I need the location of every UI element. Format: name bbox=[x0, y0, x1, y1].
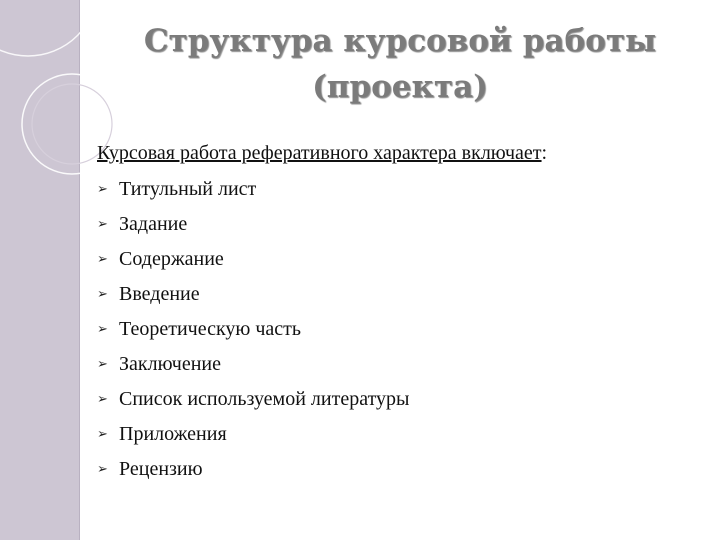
arrow-right-icon: ➢ bbox=[97, 322, 108, 337]
intro-line bbox=[97, 138, 697, 168]
arrow-right-icon: ➢ bbox=[97, 427, 108, 442]
intro-colon: : bbox=[541, 142, 548, 164]
slide-title bbox=[120, 18, 680, 110]
list-item bbox=[97, 452, 697, 487]
bullet-list bbox=[97, 172, 697, 487]
list-item-text: Приложения bbox=[119, 423, 227, 445]
list-item-text: Заключение bbox=[119, 353, 221, 375]
slide-content bbox=[97, 138, 697, 487]
title-line-1: Структура курсовой работы bbox=[143, 23, 657, 59]
list-item bbox=[97, 242, 697, 277]
list-item bbox=[97, 277, 697, 312]
arrow-right-icon: ➢ bbox=[97, 182, 108, 197]
list-item bbox=[97, 417, 697, 452]
list-item bbox=[97, 207, 697, 242]
arrow-right-icon: ➢ bbox=[97, 217, 108, 232]
list-item-text: Содержание bbox=[119, 248, 224, 270]
list-item-text: Задание bbox=[119, 213, 188, 235]
intro-text: Курсовая работа реферативного характера включает bbox=[97, 142, 542, 164]
list-item-text: Теоретическую часть bbox=[119, 318, 302, 340]
list-item bbox=[97, 312, 697, 347]
list-item bbox=[97, 172, 697, 207]
list-item-text: Введение bbox=[119, 283, 200, 305]
list-item-text: Титульный лист bbox=[119, 178, 257, 200]
arrow-right-icon: ➢ bbox=[97, 462, 108, 477]
arrow-right-icon: ➢ bbox=[97, 392, 108, 407]
list-item-text: Список используемой литературы bbox=[119, 388, 410, 410]
arrow-right-icon: ➢ bbox=[97, 252, 108, 267]
title-line-2: (проекта) bbox=[312, 69, 488, 105]
list-item bbox=[97, 382, 697, 417]
arrow-right-icon: ➢ bbox=[97, 357, 108, 372]
arrow-right-icon: ➢ bbox=[97, 287, 108, 302]
list-item-text: Рецензию bbox=[119, 458, 203, 480]
list-item bbox=[97, 347, 697, 382]
